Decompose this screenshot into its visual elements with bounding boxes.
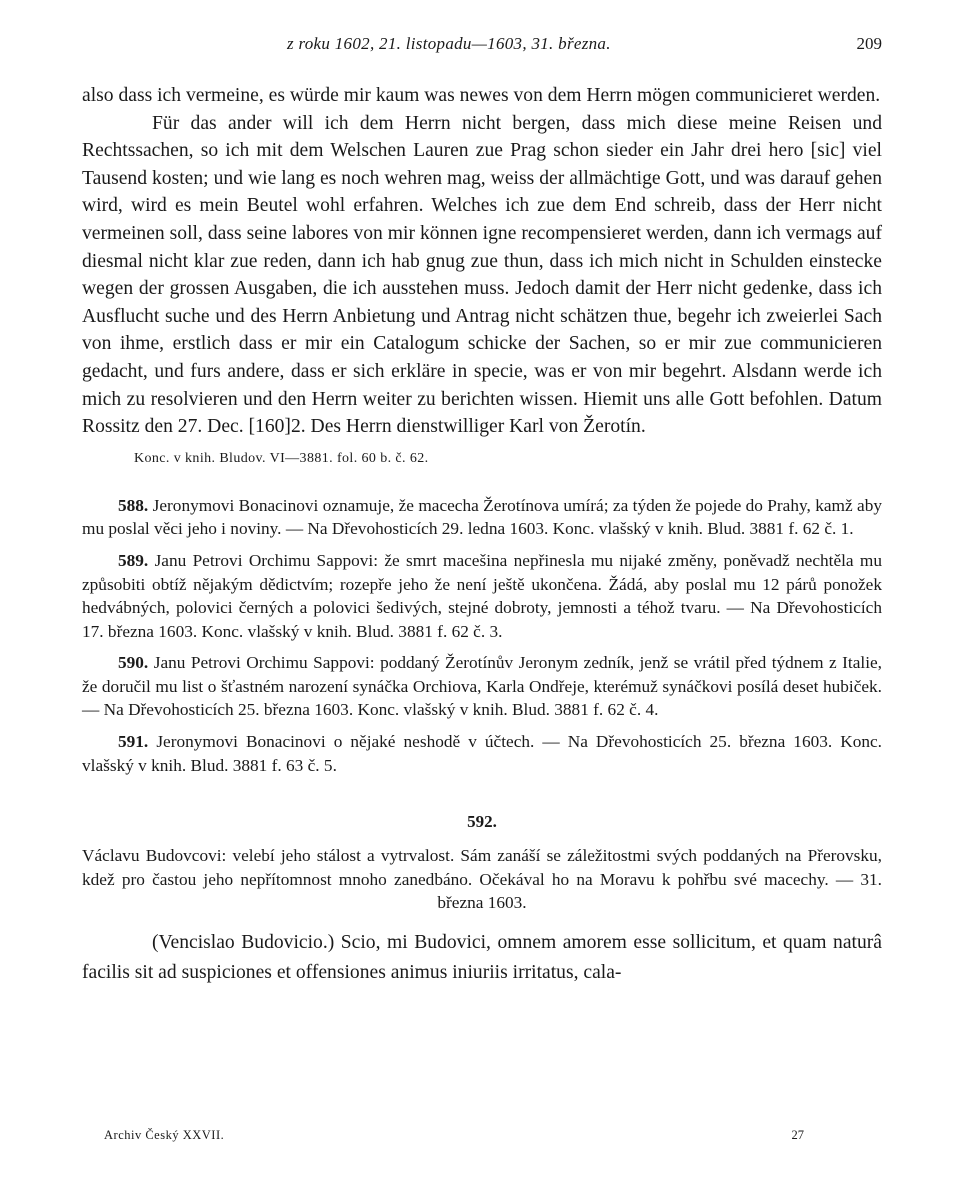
section-summary: Václavu Budovcovi: velebí jeho stálost a vytrvalost. Sám zanáší se záležitostmi svých poddaných na Přerovsku, kdež pro častou jeho nepřítomnost mnoho zanedbáno. Očekával ho na Moravu k pohřbu své macechy. — 31. března 1603. xyxy=(82,846,882,913)
regest-number: 590. xyxy=(118,653,149,673)
footer-signature: 27 xyxy=(791,1128,804,1142)
regest-588 xyxy=(82,494,882,541)
regest-text: Janu Petrovi Orchimu Sappovi: poddaný Žerotínův Jeronym zedník, jenž se vrátil před týdnem z Italie, že doručil mu list o šťastném narození synáčka Orchiova, Karla Ondřeje, kterémuž synáčkovi posílá deset hubiček. — Na Dřevohosticích 25. března 1603. Konc. vlašský v knih. Blud. 3881 f. 62 č. 4. xyxy=(82,653,882,720)
running-title: z roku 1602, 21. listopadu—1603, 31. března. xyxy=(287,34,611,53)
regest-number: 591. xyxy=(118,732,149,752)
regest-590 xyxy=(82,651,882,722)
letter-text xyxy=(82,82,882,441)
letter-paragraph-1: also dass ich vermeine, es würde mir kaum was newes von dem Herrn mögen communicieret werden. xyxy=(82,85,881,106)
letter-paragraph-2: Für das ander will ich dem Herrn nicht bergen, dass mich diese meine Reisen und Rechtssachen, so ich mit dem Welschen Lauren zue Prag schon sieder ein Jahr drei hero [sic] viel Tausend kosten; und wie lang es noch wehren mag, weiss der allmächtige Gott, und was darauf gehen wird, wird es mein Beutel wohl erfahren. Welches ich zue dem End schreib, dass der Herr nicht vermeinen soll, dass seine labores von mir können igne recompensieret werden, dann ich vermags auf diesmal nicht klar zue reden, dann ich hab gnug zue thun, dass ich mich nicht in Schulden einstecke wegen der grossen Ausgaben, die ich ausstehen muss. Jedoch damit der Herr nicht gedenke, dass ich Ausflucht suche und des Herrn Anbietung und Antrag nicht schätzen thue, begehr ich zweierlei Sach von ihme, erstlich dass er mir ein Catalogum schicke der Sachen, so er mir zue communicieren gedacht, und furs andere, dass er sich erkläre in specie, was er von mir begehrt. Alsdann werde ich mich zu resolvieren und den Herrn weiter zu berichten wissen. Hiemit uns alle Gott befohlen. Datum Rossitz den 27. Dec. [160]2. Des Herrn dienstwilliger Karl von Žerotín. xyxy=(82,112,882,438)
regest-number: 589. xyxy=(118,550,149,570)
source-note: Konc. v knih. Bludov. VI—3881. fol. 60 b. č. 62. xyxy=(134,450,429,466)
footer-volume: Archiv Český XXVII. xyxy=(104,1128,225,1142)
regest-text: Jeronymovi Bonacinovi o nějaké neshodě v účtech. — Na Dřevohosticích 25. března 1603. Konc. vlašský v knih. Blud. 3881 f. 63 č. 5. xyxy=(82,732,882,775)
page-number: 209 xyxy=(856,34,882,53)
regest-589 xyxy=(82,549,882,643)
latin-letter-text: (Vencislao Budovicio.) Scio, mi Budovici, omnem amorem esse sollicitum, et quam naturâ facilis sit ad suspiciones et offensiones animus iniuriis irritatus, cala- xyxy=(82,932,882,984)
section-number: 592. xyxy=(467,812,497,832)
regest-text: Janu Petrovi Orchimu Sappovi: že smrt macešina nepřinesla mu nijaké změny, poněvadž nechtěla mu způsobiti obtíž nějakým dědictvím; rozepře jeho že není ještě ukončena. Žádá, aby poslal mu 12 párů ponožek hedvábných, polovici černých a polovici šedivých, stejné dobroty, jemnosti a téhož tvaru. — Na Dřevohosticích 17. března 1603. Konc. vlašský v knih. Blud. 3881 f. 62 č. 3. xyxy=(82,550,882,641)
regest-591 xyxy=(82,730,882,777)
regest-number: 588. xyxy=(118,495,149,515)
running-head xyxy=(82,28,882,60)
regest-text: Jeronymovi Bonacinovi oznamuje, že macecha Žerotínova umírá; za týden že pojede do Prahy, kamž aby mu poslal věci jeho i noviny. — Na Dřevohosticích 29. ledna 1603. Konc. vlašský v knih. Blud. 3881 f. 62 č. 1. xyxy=(82,495,882,539)
document-page xyxy=(82,28,882,988)
